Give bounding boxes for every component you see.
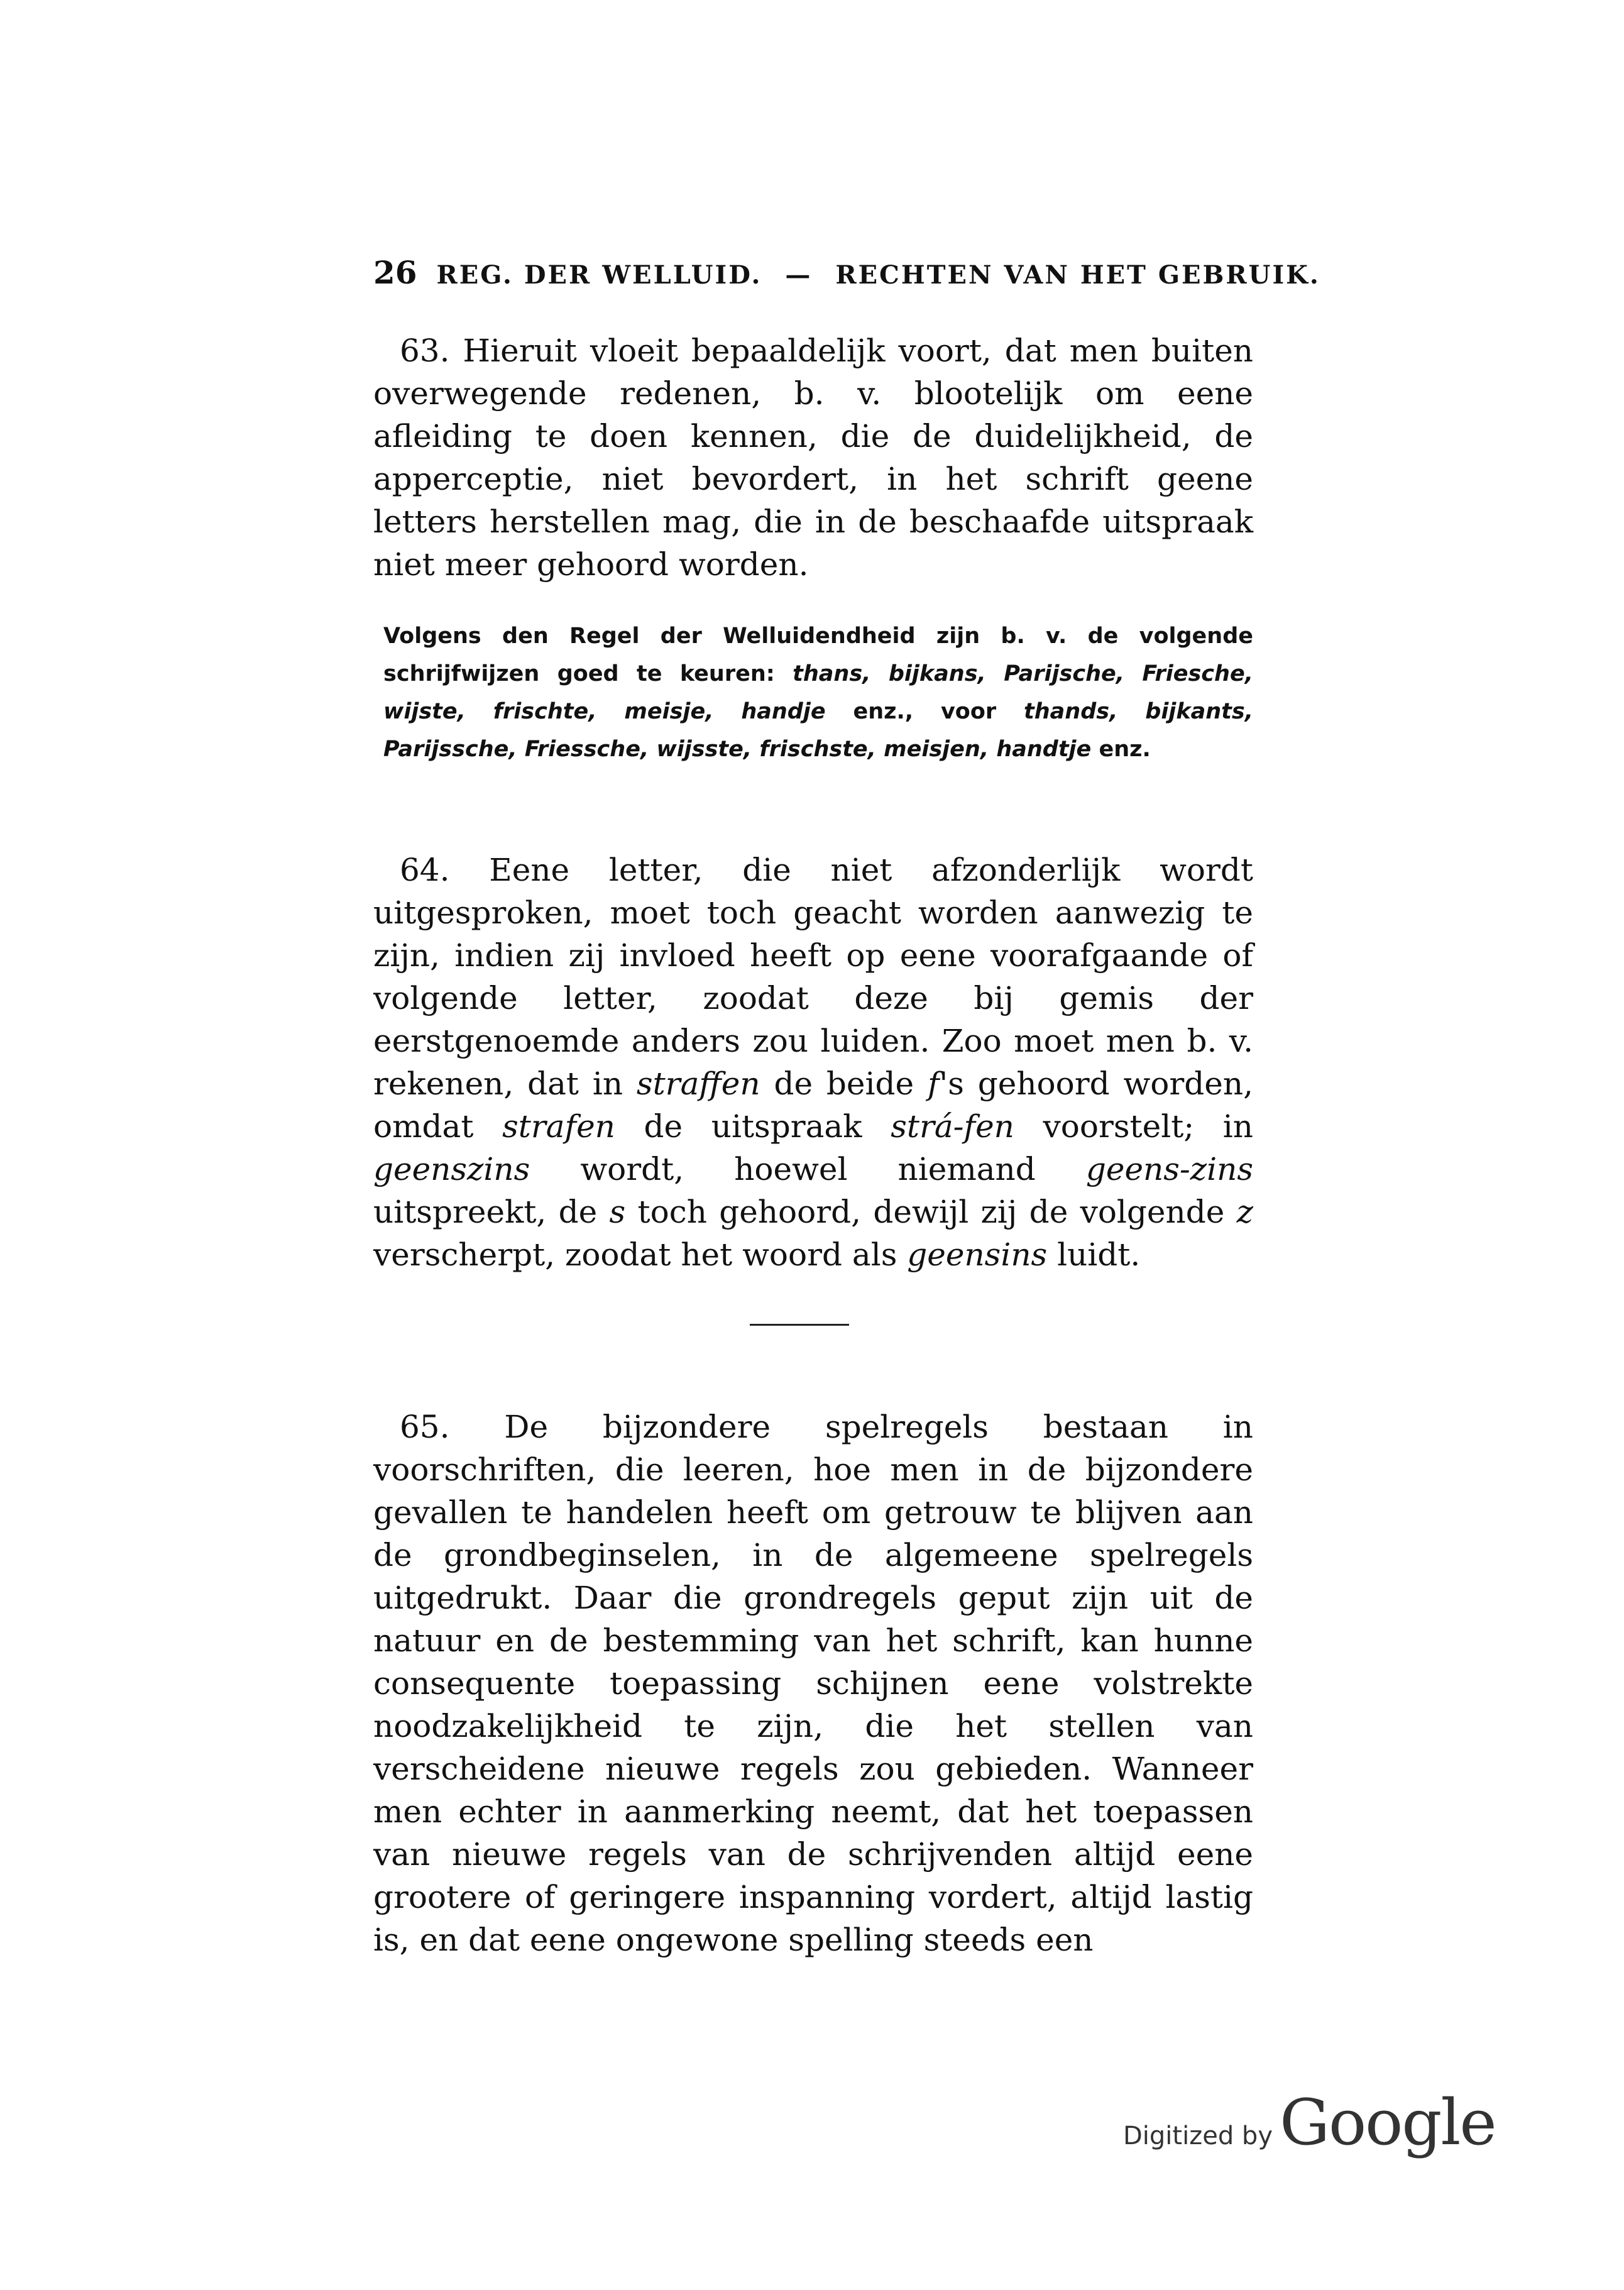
italic-word: geenszins bbox=[373, 1151, 530, 1187]
italic-word: z bbox=[1236, 1194, 1253, 1230]
paragraph-number: 64. bbox=[400, 852, 450, 888]
paragraph-text: 's gehoord worden, omdat bbox=[373, 1065, 1253, 1145]
watermark-prefix: Digitized by bbox=[1123, 2122, 1273, 2150]
digitized-watermark bbox=[1123, 2086, 1496, 2159]
paragraph-65 bbox=[373, 1406, 1253, 1961]
header-left-title: REG. DER WELLUID. bbox=[436, 260, 762, 290]
paragraph-text: uitspreekt, de bbox=[373, 1194, 598, 1230]
paragraph-text: de beide bbox=[774, 1065, 914, 1102]
paragraph-text: de uitspraak bbox=[644, 1108, 862, 1145]
italic-word: strafen bbox=[502, 1108, 615, 1145]
paragraph-text: voorstelt; in bbox=[1043, 1108, 1253, 1145]
footnote-bad-forms: thands, bijkants, Parijssche, Friessche, wijsste, frischste, meisjen, handtje bbox=[383, 699, 1253, 762]
header-right-title: RECHTEN VAN HET GEBRUIK. bbox=[835, 260, 1320, 290]
paragraph-text: wordt, hoewel niemand bbox=[580, 1151, 1036, 1187]
footnote-enz-1: enz., bbox=[853, 699, 914, 724]
google-logo: Google bbox=[1280, 2086, 1496, 2159]
footnote-good-forms: thans, bijkans, Parijsche, Friesche, wijste, frischte, meisje, handje bbox=[383, 661, 1253, 724]
paragraph-number: 65. bbox=[400, 1409, 450, 1445]
italic-word: geensins bbox=[907, 1236, 1048, 1273]
paragraph-text: toch gehoord, dewijl zij de volgende bbox=[637, 1194, 1225, 1230]
section-divider bbox=[750, 1324, 849, 1326]
page-number: 26 bbox=[373, 254, 417, 291]
footnote-lead: Volgens den Regel der Welluidendheid zijn b. v. de volgende schrijfwijzen goed te keuren: bbox=[383, 624, 1253, 686]
running-header bbox=[373, 254, 1320, 291]
paragraph-text: verscherpt, zoodat het woord als bbox=[373, 1236, 897, 1273]
paragraph-text: luidt. bbox=[1057, 1236, 1141, 1273]
paragraph-64 bbox=[373, 849, 1253, 1276]
paragraph-63 bbox=[373, 329, 1253, 586]
italic-word: geens-zins bbox=[1085, 1151, 1253, 1187]
paragraph-text: Hieruit vloeit bepaaldelijk voort, dat men buiten overwegende redenen, b. v. blootelijk om eene afleiding te doen kennen, die de duidelijkheid, de apperceptie, niet bevordert, in het schrift geene letters herstellen mag, die in de beschaafde uitspraak niet meer gehoord worden. bbox=[373, 333, 1253, 583]
italic-word: strá-fen bbox=[891, 1108, 1014, 1145]
footnote-voor: voor bbox=[940, 699, 997, 724]
footnote bbox=[383, 617, 1253, 768]
header-separator: — bbox=[785, 260, 813, 290]
paragraph-number: 63. bbox=[400, 333, 450, 369]
footnote-enz-2: enz. bbox=[1099, 737, 1151, 762]
italic-word: f bbox=[927, 1065, 940, 1102]
paragraph-text: Eene letter, die niet afzonderlijk wordt uitgesproken, moet toch geacht worden aanwezig te zijn, indien zij invloed heeft op eene voorafgaande of volgende letter, zoodat deze bij gemis der eerstgenoemde anders zou luiden. Zoo moet men b. v. rekenen, dat in bbox=[373, 852, 1253, 1102]
italic-word: s bbox=[609, 1194, 626, 1230]
italic-word: straffen bbox=[636, 1065, 760, 1102]
paragraph-text: De bijzondere spelregels bestaan in voorschriften, die leeren, hoe men in de bijzondere gevallen te handelen heeft om getrouw te blijven aan de grondbeginselen, in de algemeene spelregels uitgedrukt. Daar die grondregels geput zijn uit de natuur en de bestemming van het schrift, kan hunne consequente toepassing schijnen eene volstrekte noodzakelijkheid te zijn, die het stellen van verscheidene nieuwe regels zou gebieden. Wanneer men echter in aanmerking neemt, dat het toepassen van nieuwe regels van de schrijvenden altijd eene grootere of geringere inspanning vordert, altijd lastig is, en dat eene ongewone spelling steeds een bbox=[373, 1409, 1253, 1958]
